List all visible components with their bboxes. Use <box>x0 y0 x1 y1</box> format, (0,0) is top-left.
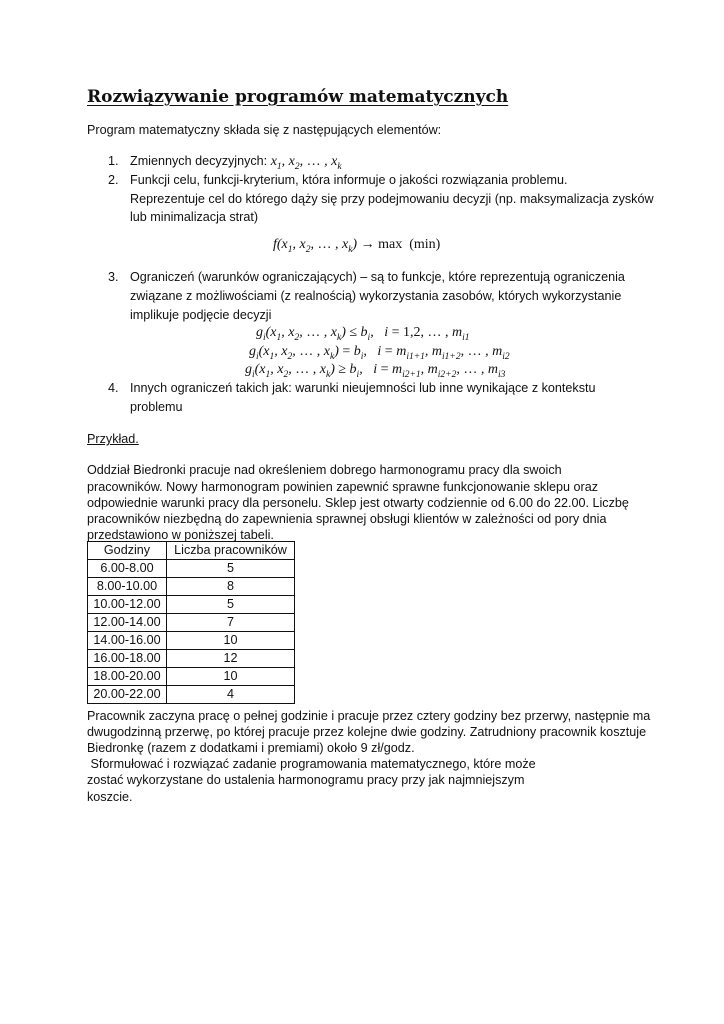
table-cell-workers: 4 <box>167 686 295 704</box>
list-number: 1. <box>108 154 119 168</box>
table-row <box>88 596 295 614</box>
list-number: 4. <box>108 381 119 395</box>
list-number: 3. <box>108 270 119 284</box>
list-item-4-line1: Innych ograniczeń takich jak: warunki nieujemności lub inne wynikające z kontekstu <box>130 381 596 395</box>
constraint-formula-3: $g_i(x_1$, $x_2$, … , $x_k) \ge b_i$, $i = m_{i2+1}$, $m_{i2+2}$, … , $m_{i3}$ <box>245 362 506 380</box>
table-cell-hours: 14.00-16.00 <box>88 632 167 650</box>
decision-variables-formula: $x_1$, $x_2$, … , $x_k$ <box>270 154 342 172</box>
table-cell-workers: 8 <box>167 578 295 596</box>
table-row <box>88 614 295 632</box>
table-cell-workers: 5 <box>167 596 295 614</box>
page-title: Rozwiązywanie programów matematycznych <box>87 87 509 107</box>
table-cell-workers: 12 <box>167 650 295 668</box>
table-cell-workers: 10 <box>167 668 295 686</box>
example-paragraph-line: przedstawiono w poniższej tabeli. <box>87 528 274 542</box>
staffing-table <box>87 541 295 704</box>
table-row <box>88 578 295 596</box>
example-paragraph-line: odpowiednie warunki pracy dla personelu. Sklep jest otwarty codziennie od 6.00 do 22.00. Liczbę <box>87 496 629 510</box>
list-item-2-line1: Funkcji celu, funkcji-kryterium, która informuje o jakości rozwiązania problemu. <box>130 173 568 187</box>
table-cell-hours: 6.00-8.00 <box>88 560 167 578</box>
table-cell-workers: 5 <box>167 560 295 578</box>
constraint-formula-1: $g_i(x_1$, $x_2$, … , $x_k) \le b_i$, i = 1,2, … , $m_{i1}$ <box>256 325 470 343</box>
list-number: 2. <box>108 173 119 187</box>
example-paragraph-line: zostać wykorzystane do ustalenia harmonogramu pracy przy jak najmniejszym <box>87 773 525 787</box>
table-cell-workers: 10 <box>167 632 295 650</box>
table-cell-hours: 8.00-10.00 <box>88 578 167 596</box>
intro-text: Program matematyczny składa się z następujących elementów: <box>87 123 442 137</box>
list-item-3-line1: Ograniczeń (warunków ograniczających) – są to funkcje, które reprezentują ograniczenia <box>130 270 625 284</box>
table-row <box>88 686 295 704</box>
example-paragraph-line: pracowników niezbędną do zapewnienia sprawnej obsługi klientów w zależności od pory dnia <box>87 512 607 526</box>
objective-function-formula: $f(x_1$, $x_2$, … , $x_k) \to \max (\min)$ <box>273 237 441 255</box>
example-paragraph-line: Pracownik zaczyna pracę o pełnej godzinie i pracuje przez cztery godziny bez przerwy, następnie ma <box>87 709 651 723</box>
list-item-3-line3: implikuje podjęcie decyzji <box>130 308 272 322</box>
table-cell-hours: 18.00-20.00 <box>88 668 167 686</box>
table-row <box>88 560 295 578</box>
list-item-text: Zmiennych decyzyjnych: <box>130 154 268 168</box>
table-row <box>88 632 295 650</box>
list-item-2-line3: lub minimalizacja strat) <box>130 210 259 224</box>
table-header-cell: Liczba pracowników <box>167 542 295 560</box>
constraint-formula-2: $g_i(x_1$, $x_2$, … , $x_k) = b_i$, $i = m_{i1+1}$, $m_{i1+2}$, … , $m_{i2}$ <box>249 344 510 362</box>
table-cell-hours: 10.00-12.00 <box>88 596 167 614</box>
example-paragraph-line: dwugodzinną przerwę, po której pracuje przez kolejne dwie godziny. Zatrudniony pracownik kosztuje <box>87 725 647 739</box>
example-paragraph-line: Sformułować i rozwiązać zadanie programowania matematycznego, które może <box>87 757 536 771</box>
table-cell-hours: 20.00-22.00 <box>88 686 167 704</box>
example-paragraph-line: koszcie. <box>87 790 133 804</box>
table-cell-hours: 12.00-14.00 <box>88 614 167 632</box>
list-item-4-line2: problemu <box>130 400 183 414</box>
example-paragraph-line: Oddział Biedronki pracuje nad określeniem dobrego harmonogramu pracy dla swoich <box>87 463 562 477</box>
list-item-2-line2: Reprezentuje cel do którego dąży się przy podejmowaniu decyzji (np. maksymalizacja zysków <box>130 192 654 206</box>
table-header-cell: Godziny <box>88 542 167 560</box>
example-heading: Przykład. <box>87 432 139 446</box>
table-row <box>88 668 295 686</box>
table-row <box>88 650 295 668</box>
list-item-3-line2: związane z możliwościami (z realnością) wykorzystania zasobów, których wykorzystanie <box>130 289 622 303</box>
table-header-row <box>88 542 295 560</box>
example-paragraph-line: Biedronkę (razem z dodatkami i premiami) około 9 zł/godz. <box>87 741 415 755</box>
example-paragraph-line: pracowników. Nowy harmonogram powinien zapewnić sprawne funkcjonowanie sklepu oraz <box>87 480 599 494</box>
table-cell-workers: 7 <box>167 614 295 632</box>
table-cell-hours: 16.00-18.00 <box>88 650 167 668</box>
